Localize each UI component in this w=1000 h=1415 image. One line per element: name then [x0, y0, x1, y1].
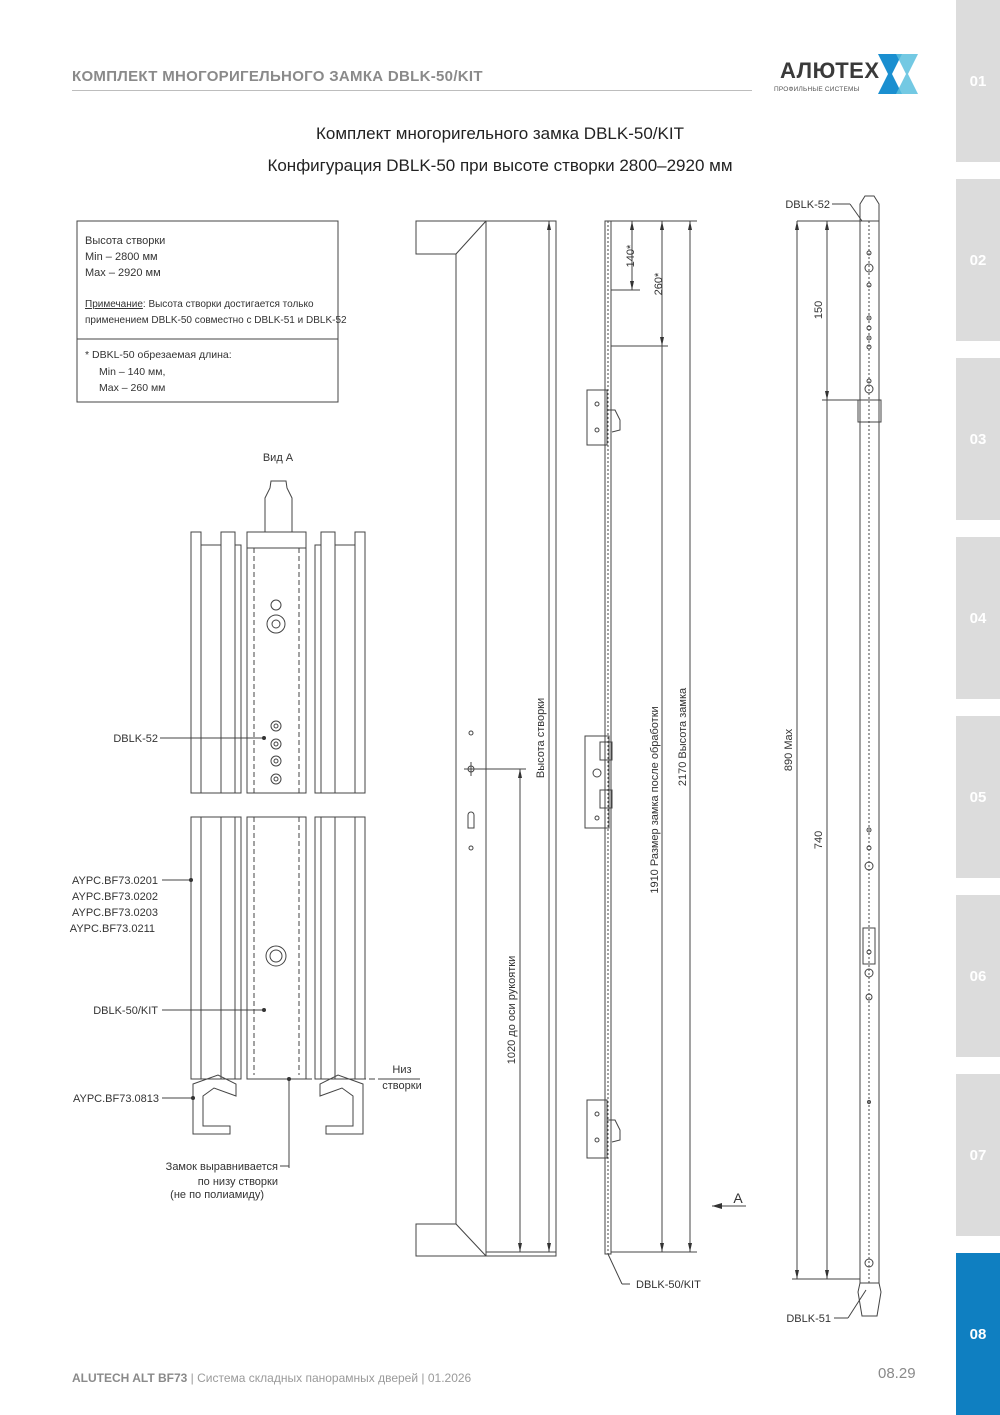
chapter-tab-02[interactable]: 02 [956, 179, 1000, 341]
label-dblk52-top: DBLK-52 [785, 199, 830, 211]
dim-1910: 1910 Размер замка после обработки [649, 706, 661, 894]
dim-260: 260* [653, 272, 665, 296]
chapter-tab-07[interactable]: 07 [956, 1074, 1000, 1236]
chapter-tab-08[interactable]: 08 [956, 1253, 1000, 1415]
logo-subtitle: ПРОФИЛЬНЫЕ СИСТЕМЫ [774, 86, 860, 93]
footer-text: | Система складных панорамных дверей | 01.2026 [187, 1371, 472, 1385]
label-profile-code-2: AYPC.BF73.0202 [71, 891, 158, 903]
info-footnote-1: * DBKL-50 обрезаемая длина: [85, 349, 232, 361]
label-profile-code-1: AYPC.BF73.0201 [71, 875, 158, 887]
label-lock-note-2: по низу створки [197, 1176, 278, 1188]
view-a-label: Вид А [262, 452, 294, 464]
logo-text: АЛЮТЕХ [780, 58, 880, 83]
dim-handle-axis: 1020 до оси рукоятки [506, 955, 518, 1065]
label-lock-note-3: (не по полиамиду) [170, 1189, 264, 1201]
label-dblk51: DBLK-51 [786, 1313, 831, 1325]
info-min: Min – 2800 мм [85, 251, 158, 263]
label-aypc0813: AYPC.BF73.0813 [72, 1093, 159, 1105]
footer-brand: ALUTECH ALT BF73 [72, 1371, 188, 1385]
dim-150: 150 [813, 300, 825, 320]
page-title-line1: Комплект многоригельного замка DBLK-50/KIT [316, 124, 684, 143]
chapter-tab-01[interactable]: 01 [956, 0, 1000, 162]
chapter-tab-06[interactable]: 06 [956, 895, 1000, 1057]
info-heading: Высота створки [85, 235, 166, 247]
label-profile-code-3: AYPC.BF73.0203 [71, 907, 158, 919]
page-footer [72, 1371, 471, 1385]
chapter-tab-04[interactable]: 04 [956, 537, 1000, 699]
view-a-arrow-label: А [733, 1190, 743, 1206]
label-lock-note-1: Замок выравнивается [165, 1161, 278, 1173]
info-max: Max – 2920 мм [85, 267, 161, 279]
dim-sash-height: Высота створки [535, 697, 547, 779]
label-dblk50kit-bottom: DBLK-50/KIT [636, 1279, 701, 1291]
dim-890-max: 890 Max [783, 728, 795, 772]
info-note: Примечание: Высота створки достигается только [85, 299, 314, 310]
label-bottom-sash-1: Низ [392, 1064, 412, 1076]
chapter-tab-03[interactable]: 03 [956, 358, 1000, 520]
info-note-line2: применением DBLK-50 совместно с DBLK-51 и DBLK-52 [85, 315, 347, 326]
page-title-line2: Конфигурация DBLK-50 при высоте створки 2800–2920 мм [267, 156, 733, 175]
info-footnote-2: Min – 140 мм, [99, 366, 166, 378]
dim-2170: 2170 Высота замка [677, 687, 689, 787]
label-dblk50kit-left: DBLK-50/KIT [93, 1005, 158, 1017]
info-footnote-3: Max – 260 мм [99, 382, 166, 394]
label-bottom-sash-2: створки [382, 1080, 422, 1092]
page-number: 08.29 [878, 1365, 916, 1382]
chapter-tab-05[interactable]: 05 [956, 716, 1000, 878]
dim-740: 740 [813, 830, 825, 850]
dim-140: 140* [625, 244, 637, 268]
label-profile-code-4: AYPC.BF73.0211 [69, 923, 155, 935]
label-dblk52-left: DBLK-52 [113, 733, 158, 745]
page-header-title: КОМПЛЕКТ МНОГОРИГЕЛЬНОГО ЗАМКА DBLK-50/KIT [72, 68, 483, 85]
